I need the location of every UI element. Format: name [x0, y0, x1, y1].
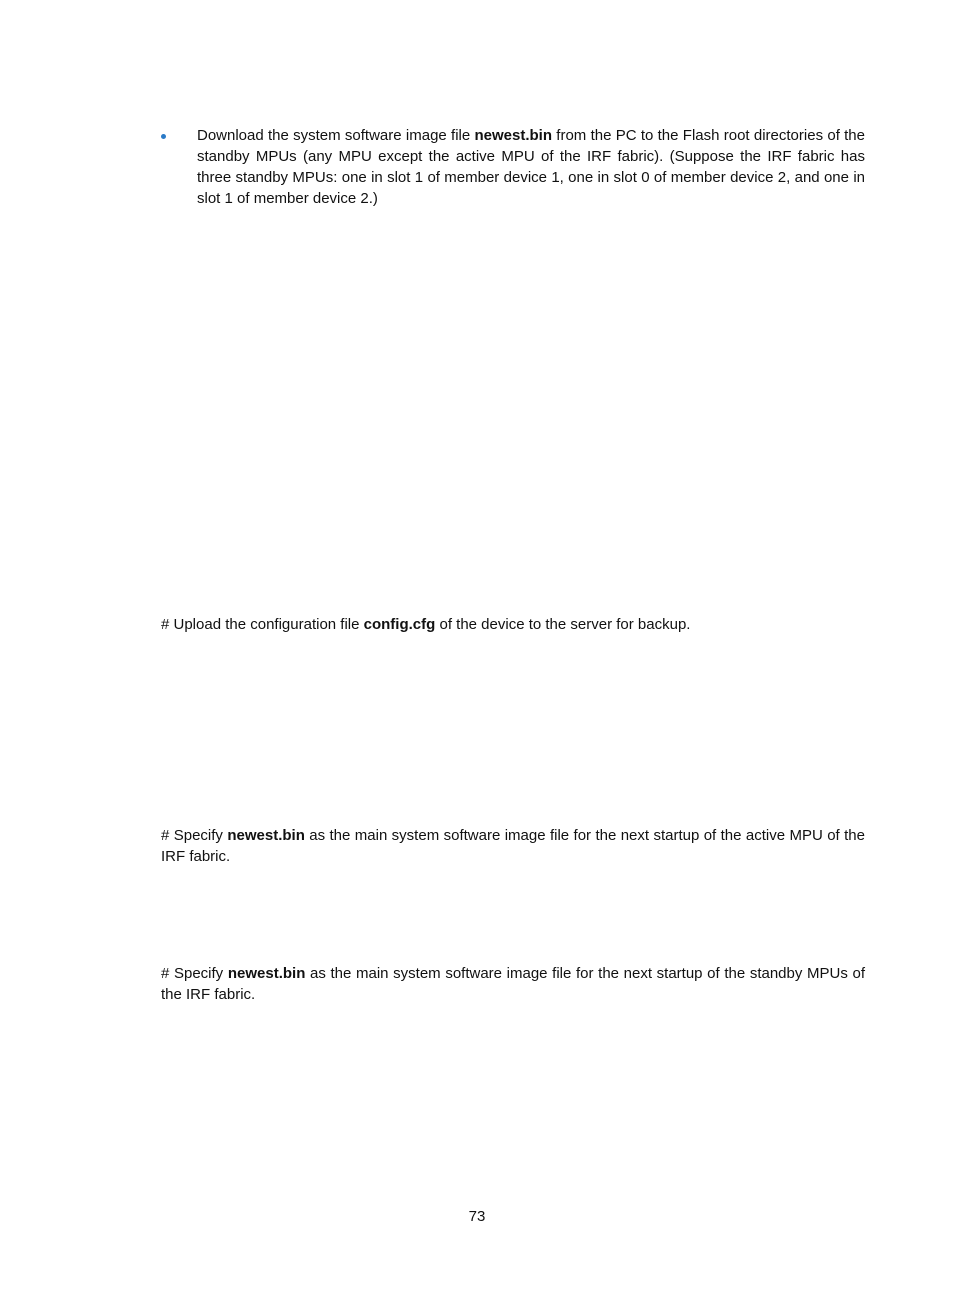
page-number: 73 — [468, 1208, 486, 1225]
specify-active-mpu-step — [161, 825, 865, 867]
active-text-after: as the main system software image file for the next startup of the active MPU of the IRF fabric. — [161, 827, 865, 865]
active-text-before: # Specify — [161, 827, 228, 844]
upload-filename: config.cfg — [363, 616, 436, 633]
standby-text-before: # Specify — [161, 965, 228, 982]
bullet-text-before: Download the system software image file — [197, 127, 475, 144]
active-filename: newest.bin — [227, 827, 305, 844]
bullet-filename: newest.bin — [474, 127, 553, 144]
bullet-item — [161, 125, 865, 209]
specify-standby-mpu-step — [161, 963, 865, 1005]
bullet-icon — [161, 134, 166, 139]
bullet-text — [197, 125, 865, 209]
standby-text-after: as the main system software image file for the next startup of the standby MPUs of the IRF fabric. — [161, 965, 865, 1003]
bullet-text-after: from the PC to the Flash root directories of the standby MPUs (any MPU except the active MPU of the IRF fabric). (Suppose the IRF fabric has three standby MPUs: one in slot 1 of member device 1, one in slot 0 of member device 2, and one in slot 1 of member device 2.) — [197, 127, 865, 207]
upload-config-step — [161, 614, 865, 635]
bullet-list — [161, 125, 865, 209]
upload-text-before: # Upload the configuration file — [161, 616, 364, 633]
upload-text-after: of the device to the server for backup. — [435, 616, 691, 633]
standby-filename: newest.bin — [227, 965, 306, 982]
